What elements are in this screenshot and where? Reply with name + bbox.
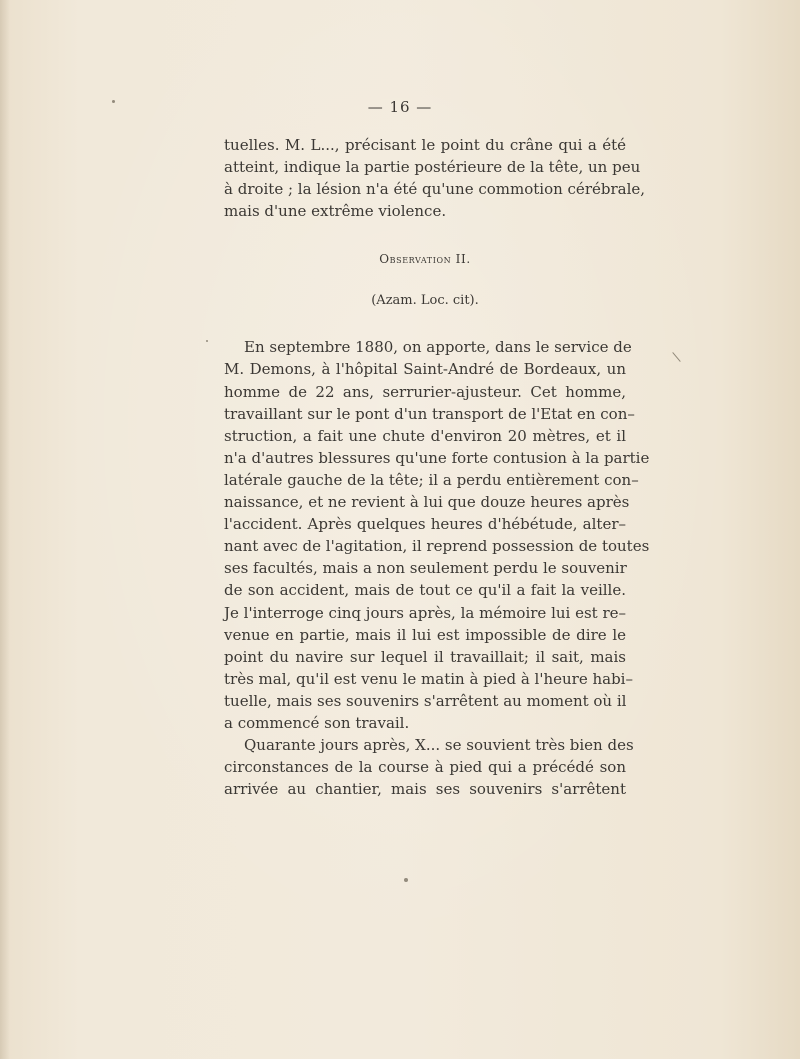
text-line: très mal, qu'il est venu le matin à pied à l'heure habi– xyxy=(224,669,633,688)
text-line: atteint, indique la partie postérieure de la tête, un peu xyxy=(224,158,641,177)
observation-title: Observation II. xyxy=(379,252,471,267)
text-line: tuelles. M. L..., précisant le point du crâne qui a été xyxy=(224,136,626,154)
observation-reference: (Azam. Loc. cit). xyxy=(371,293,479,309)
paper-speck xyxy=(404,878,408,882)
paper-speck xyxy=(672,352,680,362)
text-line: de son accident, mais de tout ce qu'il a fait la veille. xyxy=(224,581,626,600)
text-line: à droite ; la lésion n'a été qu'une commotion cérébrale, xyxy=(224,180,646,199)
text-line: mais d'une extrême violence. xyxy=(224,202,447,221)
paper-speck xyxy=(112,100,115,103)
text-line: struction, a fait une chute d'environ 20 mètres, et il xyxy=(224,426,626,445)
text-line: a commencé son travail. xyxy=(224,713,410,732)
text-line: travaillant sur le pont d'un transport de l'Etat en con– xyxy=(224,404,635,423)
text-line: n'a d'autres blessures qu'une forte contusion à la partie xyxy=(224,448,650,467)
text-line: ses facultés, mais a non seulement perdu le souvenir xyxy=(224,559,627,578)
text-line: l'accident. Après quelques heures d'hébétude, alter– xyxy=(224,515,626,534)
text-line: Quarante jours après, X... se souvient très bien des xyxy=(244,736,634,755)
paragraph-2 xyxy=(224,336,650,734)
text-line: circonstances de la course à pied qui a précédé son xyxy=(224,758,626,777)
text-line: point du navire sur lequel il travaillait; il sait, mais xyxy=(224,647,626,666)
text-line: latérale gauche de la tête; il a perdu entièrement con– xyxy=(224,470,639,489)
body-text xyxy=(224,134,650,800)
page-number: — 16 — xyxy=(367,98,433,116)
text-line: En septembre 1880, on apporte, dans le service de xyxy=(244,338,632,357)
text-line: naissance, et ne revient à lui que douze heures après xyxy=(224,493,630,512)
text-line: venue en partie, mais il lui est impossible de dire le xyxy=(224,625,626,644)
text-line: homme de 22 ans, serrurier-ajusteur. Cet homme, xyxy=(224,382,626,401)
text-line: M. Demons, à l'hôpital Saint-André de Bordeaux, un xyxy=(224,360,626,379)
text-line: Je l'interroge cinq jours après, la mémoire lui est re– xyxy=(224,603,627,622)
paper-speck xyxy=(206,340,208,342)
paragraph-3 xyxy=(224,734,634,800)
page-edge-shadow xyxy=(0,0,10,1059)
text-line: tuelle, mais ses souvenirs s'arrêtent au moment où il xyxy=(224,691,627,710)
text-line: arrivée au chantier, mais ses souvenirs s'arrêtent xyxy=(224,780,626,799)
text-line: nant avec de l'agitation, il reprend possession de toutes xyxy=(224,537,650,556)
paragraph-1 xyxy=(224,134,646,222)
